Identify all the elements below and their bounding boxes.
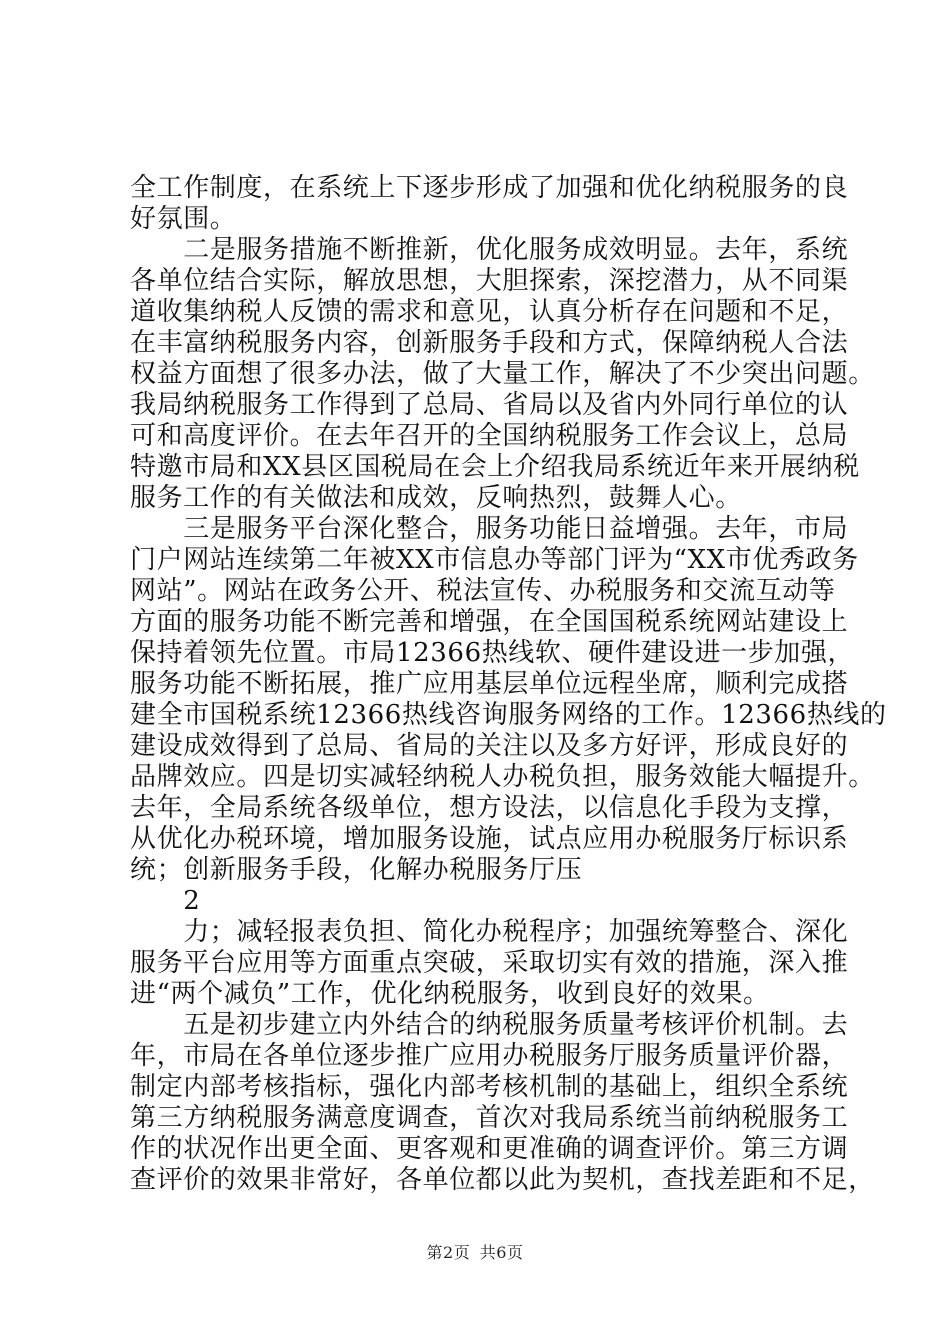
document-body — [130, 173, 887, 1196]
text-line: 力；减轻报表负担、简化办税程序；加强统筹整合、深化 — [130, 917, 849, 947]
text-line: 门户网站连续第二年被XX市信息办等部门评为“XX市优秀政务 — [130, 545, 859, 575]
text-line: 建设成效得到了总局、省局的关注以及多方好评，形成良好的 — [130, 731, 849, 761]
page-footer — [0, 1240, 950, 1263]
text-line: 服务功能不断拓展，推广应用基层单位远程坐席，顺利完成搭 — [130, 669, 849, 699]
text-line: 服务平台应用等方面重点突破，采取切实有效的措施，深入推 — [130, 948, 849, 978]
text-line: 品牌效应。四是切实减轻纳税人办税负担，服务效能大幅提升。 — [130, 762, 875, 792]
text-line: 权益方面想了很多办法，做了大量工作，解决了不少突出问题。 — [130, 359, 875, 389]
text-line: 可和高度评价。在去年召开的全国纳税服务工作会议上，总局 — [130, 421, 849, 451]
page-total: 共6页 — [479, 1243, 524, 1262]
text-line: 各单位结合实际，解放思想，大胆探索，深挖潜力，从不同渠 — [130, 266, 849, 296]
text-line: 五是初步建立内外结合的纳税服务质量考核评价机制。去 — [130, 1010, 849, 1040]
text-line: 在丰富纳税服务内容，创新服务手段和方式，保障纳税人合法 — [130, 328, 849, 358]
text-line: 二是服务措施不断推新，优化服务成效明显。去年，系统 — [130, 235, 849, 265]
text-line: 方面的服务功能不断完善和增强，在全国国税系统网站建设上 — [130, 607, 849, 637]
text-line: 特邀市局和XX县区国税局在会上介绍我局系统近年来开展纳税 — [130, 452, 860, 482]
text-line: 查评价的效果非常好，各单位都以此为契机，查找差距和不足， — [130, 1165, 875, 1195]
text-line: 好氛围。 — [130, 204, 237, 234]
text-line: 从优化办税环境，增加服务设施，试点应用办税服务厅标识系 — [130, 824, 849, 854]
text-line: 全工作制度，在系统上下逐步形成了加强和优化纳税服务的良 — [130, 173, 849, 203]
text-line: 三是服务平台深化整合，服务功能日益增强。去年，市局 — [130, 514, 849, 544]
text-line: 道收集纳税人反馈的需求和意见，认真分析存在问题和不足， — [130, 297, 849, 327]
text-line: 作的状况作出更全面、更客观和更准确的调查评价。第三方调 — [130, 1134, 849, 1164]
text-line: 第三方纳税服务满意度调查，首次对我局系统当前纳税服务工 — [130, 1103, 849, 1133]
text-line: 进“两个减负”工作，优化纳税服务，收到良好的效果。 — [130, 979, 770, 1009]
inline-page-number: 2 — [130, 886, 201, 916]
page-number: 第2页 — [426, 1243, 471, 1262]
text-line: 我局纳税服务工作得到了总局、省局以及省内外同行单位的认 — [130, 390, 849, 420]
text-line: 年，市局在各单位逐步推广应用办税服务厅服务质量评价器， — [130, 1041, 849, 1071]
text-line: 统；创新服务手段，化解办税服务厅压 — [130, 855, 583, 885]
text-line: 服务工作的有关做法和成效，反响热烈，鼓舞人心。 — [130, 483, 742, 513]
text-line: 建全市国税系统12366热线咨询服务网络的工作。12366热线的 — [130, 700, 887, 730]
text-line: 去年，全局系统各级单位，想方设法，以信息化手段为支撑， — [130, 793, 849, 823]
text-line: 保持着领先位置。市局12366热线软、硬件建设进一步加强， — [130, 638, 855, 668]
text-line: 制定内部考核指标，强化内部考核机制的基础上，组织全系统 — [130, 1072, 849, 1102]
text-line: 网站”。网站在政务公开、税法宣传、办税服务和交流互动等 — [130, 576, 836, 606]
